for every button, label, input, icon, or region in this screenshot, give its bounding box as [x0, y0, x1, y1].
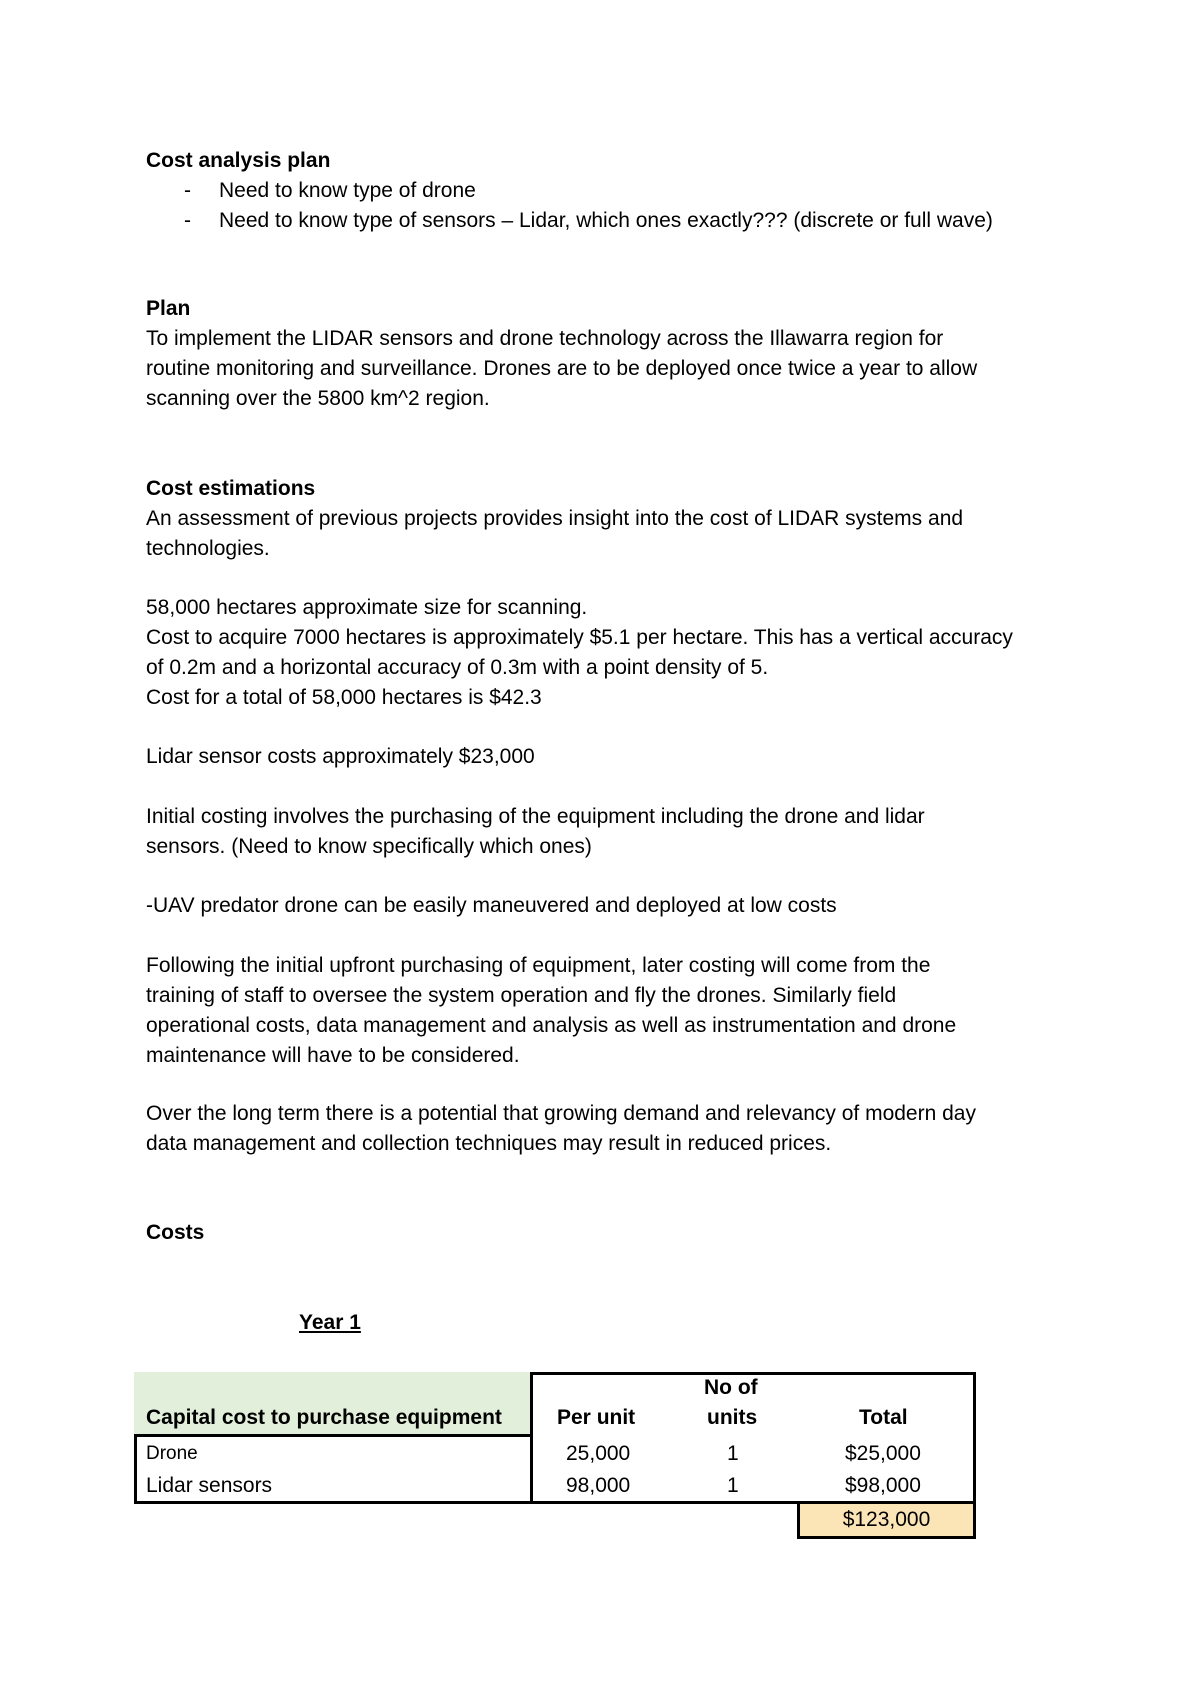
row-total: $25,000 [845, 1442, 921, 1465]
row-item: Drone [146, 1443, 198, 1464]
bullet-item: Need to know type of drone [219, 179, 476, 202]
text-line: Initial costing involves the purchasing of the equipment including the drone and lidar [146, 805, 925, 828]
text-line: sensors. (Need to know specifically which ones) [146, 835, 592, 858]
header-per-unit: Per unit [557, 1406, 636, 1429]
estimations-intro [146, 504, 1066, 564]
header-units-line2: units [707, 1406, 758, 1429]
text-line: An assessment of previous projects provides insight into the cost of LIDAR systems and [146, 507, 964, 530]
cost-estimations-heading: Cost estimations [146, 477, 316, 500]
cost-plan-heading: Cost analysis plan [146, 149, 331, 172]
header-item: Capital cost to purchase equipment [146, 1406, 502, 1429]
row-item: Lidar sensors [146, 1474, 273, 1497]
row-total: $98,000 [845, 1474, 921, 1497]
row-units: 1 [727, 1442, 739, 1465]
text-line: 58,000 hectares approximate size for scanning. [146, 596, 588, 619]
bullet-marker: - [184, 209, 191, 232]
sensor-cost-line: Lidar sensor costs approximately $23,000 [146, 745, 535, 768]
following-paragraph [146, 951, 1066, 1071]
text-line: Cost to acquire 7000 hectares is approximately $5.1 per hectare. This has a vertical accuracy [146, 626, 1013, 649]
year-label: Year 1 [299, 1311, 361, 1334]
row-per-unit: 98,000 [566, 1474, 631, 1497]
bullet-item: Need to know type of sensors – Lidar, which ones exactly??? (discrete or full wave) [219, 209, 993, 232]
text-line: To implement the LIDAR sensors and drone technology across the Illawarra region for [146, 327, 944, 350]
row-per-unit: 25,000 [566, 1442, 631, 1465]
text-line: Following the initial upfront purchasing of equipment, later costing will come from the [146, 954, 931, 977]
text-line: maintenance will have to be considered. [146, 1044, 520, 1067]
text-line: of 0.2m and a horizontal accuracy of 0.3m with a point density of 5. [146, 656, 769, 679]
row-units: 1 [727, 1474, 739, 1497]
bullet-marker: - [184, 179, 191, 202]
uav-line: -UAV predator drone can be easily maneuvered and deployed at low costs [146, 894, 837, 917]
table-border [973, 1372, 976, 1504]
table-border [134, 1434, 533, 1437]
text-line: routine monitoring and surveillance. Drones are to be deployed once twice a year to allow [146, 357, 978, 380]
text-line: Over the long term there is a potential that growing demand and relevancy of modern day [146, 1102, 976, 1125]
plan-heading: Plan [146, 297, 191, 320]
text-line: scanning over the 5800 km^2 region. [146, 387, 490, 410]
text-line: technologies. [146, 537, 270, 560]
table-border [530, 1372, 533, 1504]
initial-costing-paragraph [146, 802, 1066, 862]
costs-heading: Costs [146, 1221, 205, 1244]
long-term-paragraph [146, 1099, 1066, 1159]
text-line: operational costs, data management and analysis as well as instrumentation and drone [146, 1014, 957, 1037]
plan-paragraph [146, 324, 1066, 414]
text-line: data management and collection techniques may result in reduced prices. [146, 1132, 832, 1155]
grand-total-value: $123,000 [842, 1508, 931, 1531]
header-units-line1: No of [704, 1376, 758, 1399]
hectares-paragraph [146, 593, 1066, 713]
text-line: training of staff to oversee the system operation and fly the drones. Similarly field [146, 984, 897, 1007]
text-line: Cost for a total of 58,000 hectares is $42.3 [146, 686, 542, 709]
header-total: Total [859, 1406, 908, 1429]
table-border [134, 1434, 137, 1504]
